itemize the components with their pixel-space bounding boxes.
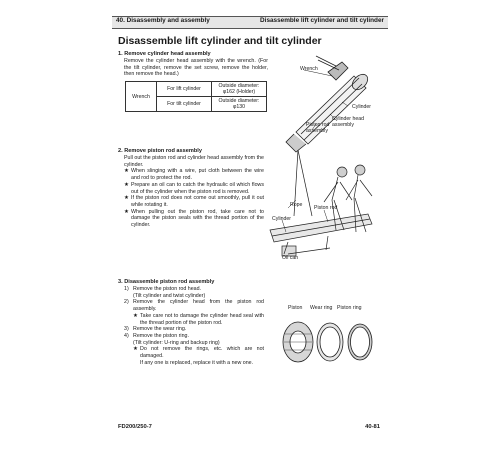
section-2-bullet: ★ If the piston rod does not come out smoothly, pull it out while rotating it.: [124, 195, 264, 208]
page-title: Disassemble lift cylinder and tilt cylinder: [118, 35, 322, 47]
section-3-note: ★ Take care not to damage the cylinder head seal with the thread portion of the piston rod.: [133, 312, 264, 326]
label-piston-ring: Piston ring: [337, 305, 362, 311]
section-1-heading: 1. Remove cylinder head assembly: [118, 51, 211, 57]
header-page-title: Disassemble lift cylinder and tilt cylinder: [260, 17, 384, 24]
section-3-item: 2) Remove the cylinder head from the piston rod assembly.: [124, 299, 264, 313]
label-cylinder-head: Cylinder head assembly: [332, 116, 365, 128]
section-3-note: ★ Do not remove the rings, etc. which are not damaged. If any one is replaced, replace it with a new one.: [133, 346, 264, 366]
lift-label: For lift cylinder: [157, 82, 212, 97]
tilt-label: For tilt cylinder: [157, 97, 212, 112]
section-2-heading: 2. Remove piston rod assembly: [118, 148, 202, 154]
label-wear-ring: Wear ring: [310, 305, 333, 311]
footer-model: FD200/250-7: [118, 424, 152, 430]
section-2-bullet: ★ When slinging with a wire, put cloth between the wire and rod to protect the rod.: [124, 168, 264, 182]
figure-piston-rings: [280, 312, 376, 368]
section-3: [118, 279, 264, 366]
label-cylinder-fig1: Cylinder: [352, 104, 372, 110]
label-oil-can: Oil can: [282, 255, 299, 261]
section-3-item: 4) Remove the piston ring. (Tilt cylinder: U-ring and backup ring): [124, 332, 220, 346]
wrench-label: Wrench: [126, 82, 157, 112]
label-cylinder-fig2: Cylinder: [272, 216, 292, 222]
tilt-value: Outside diameter: φ130: [212, 97, 267, 112]
label-piston-rod-assembly: Piston rod assembly: [306, 122, 330, 134]
section-1-text: Remove the cylinder head assembly with the wrench. (For the tilt cylinder, remove the set screw, remove the holder, then remove the head.): [124, 58, 268, 78]
section-2-text: Pull out the piston rod and cylinder head assembly from the cylinder.: [124, 155, 264, 168]
label-piston-rod: Piston rod: [314, 205, 338, 211]
label-wrench: Wrench: [300, 66, 318, 72]
section-3-heading: 3. Disassemble piston rod assembly: [118, 279, 215, 285]
label-rope: Rope: [290, 202, 303, 208]
header-section-title: 40. Disassembly and assembly: [116, 17, 210, 24]
footer-page-number: 40-81: [365, 424, 380, 430]
section-3-item: 3) Remove the wear ring.: [124, 326, 187, 333]
wrench-table: [125, 81, 267, 112]
section-2-bullet: ★ When pulling out the piston rod, take care not to damage the piston seals with the thread portion of the cylinder.: [124, 208, 264, 229]
section-2: [118, 148, 264, 229]
section-1: [118, 51, 268, 112]
section-3-item: 1) Remove the piston rod head. (Tilt cylinder and twist cylinder): [124, 286, 206, 299]
lift-value: Outside diameter: φ162 (Holder): [212, 82, 267, 97]
label-piston: Piston: [288, 305, 303, 311]
section-2-bullet: ★ Prepare an oil can to catch the hydraulic oil which flows out of the cylinder when the piston rod is removed.: [124, 181, 264, 195]
